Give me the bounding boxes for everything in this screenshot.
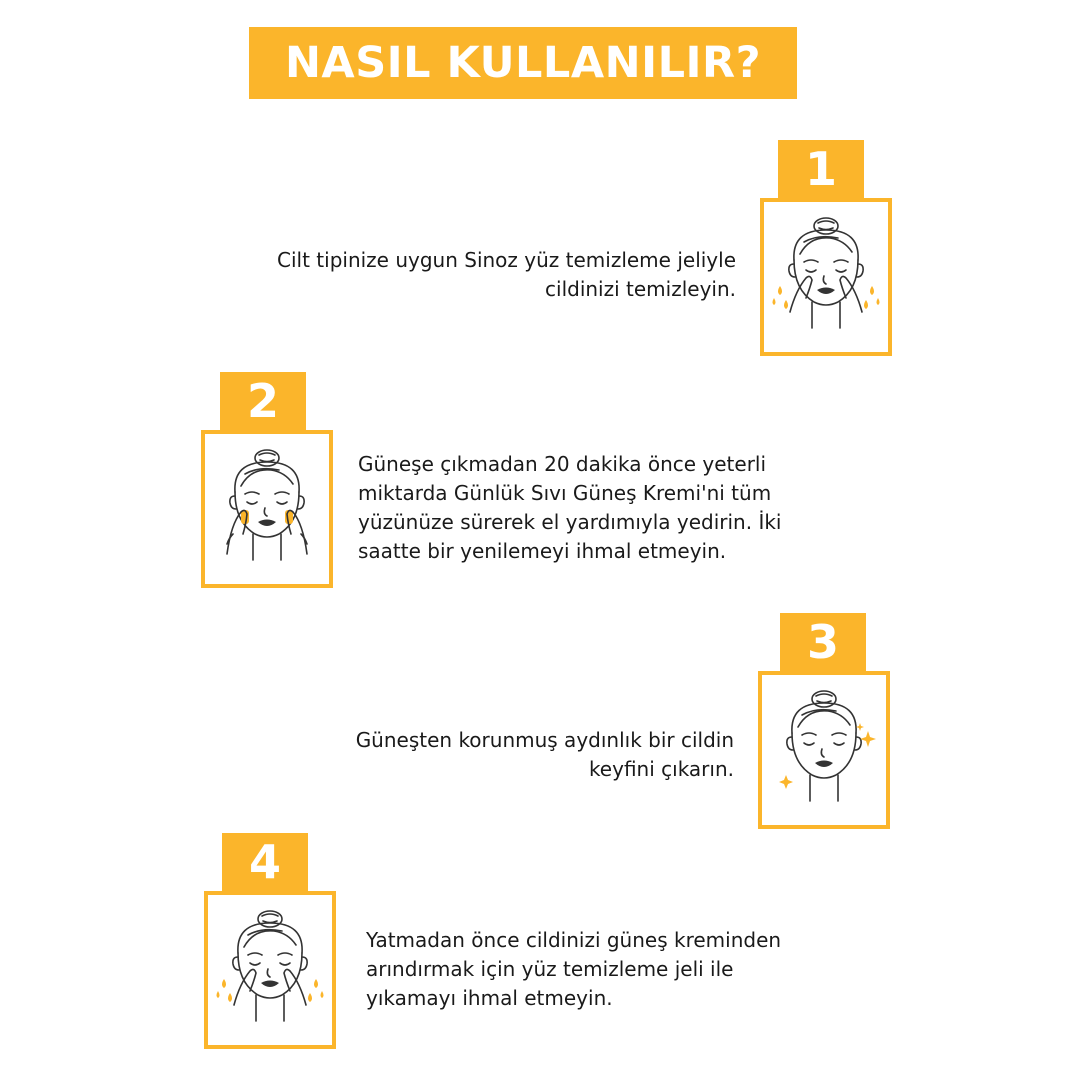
step-2-description [358,450,898,566]
step-4-number: 4 [248,835,281,889]
step-2-number-tab [220,372,306,430]
face-washing-icon [764,202,888,352]
page-title: NASIL KULLANILIR? [284,38,762,88]
step-2-line-2: miktarda Günlük Sıvı Güneş Kremi'ni tüm [358,481,772,505]
step-3-number-tab [780,613,866,671]
step-2-illustration-frame [201,430,333,588]
step-1-number: 1 [804,142,837,196]
step-3-number: 3 [806,615,839,669]
step-3-description [150,726,734,784]
step-2-number: 2 [246,374,279,428]
step-4-number-tab [222,833,308,891]
step-4-line-3: yıkamayı ihmal etmeyin. [366,986,613,1010]
title-banner [249,27,797,99]
step-4-line-1: Yatmadan önce cildinizi güneş kreminden [366,928,782,952]
step-2-line-3: yüzünüze sürerek el yardımıyla yedirin. İki [358,510,782,534]
step-3-line-1: Güneşten korunmuş aydınlık bir cildin [355,728,734,752]
step-3-line-2: keyfini çıkarın. [588,757,734,781]
step-2-line-4: saatte bir yenilemeyi ihmal etmeyin. [358,539,727,563]
step-2-line-1: Güneşe çıkmadan 20 dakika önce yeterli [358,452,767,476]
step-4-line-2: arındırmak için yüz temizleme jeli ile [366,957,734,981]
step-1-line-1: Cilt tipinize uygun Sinoz yüz temizleme jeliyle [277,248,736,272]
step-1-illustration-frame [760,198,892,356]
step-1-line-2: cildinizi temizleyin. [545,277,736,301]
face-cream-applying-icon [205,434,329,584]
glowing-face-icon [762,675,886,825]
step-3-illustration-frame [758,671,890,829]
step-1-description [150,246,736,304]
face-washing-icon [208,895,332,1045]
step-1-number-tab [778,140,864,198]
step-4-illustration-frame [204,891,336,1049]
step-4-description [366,926,906,1013]
